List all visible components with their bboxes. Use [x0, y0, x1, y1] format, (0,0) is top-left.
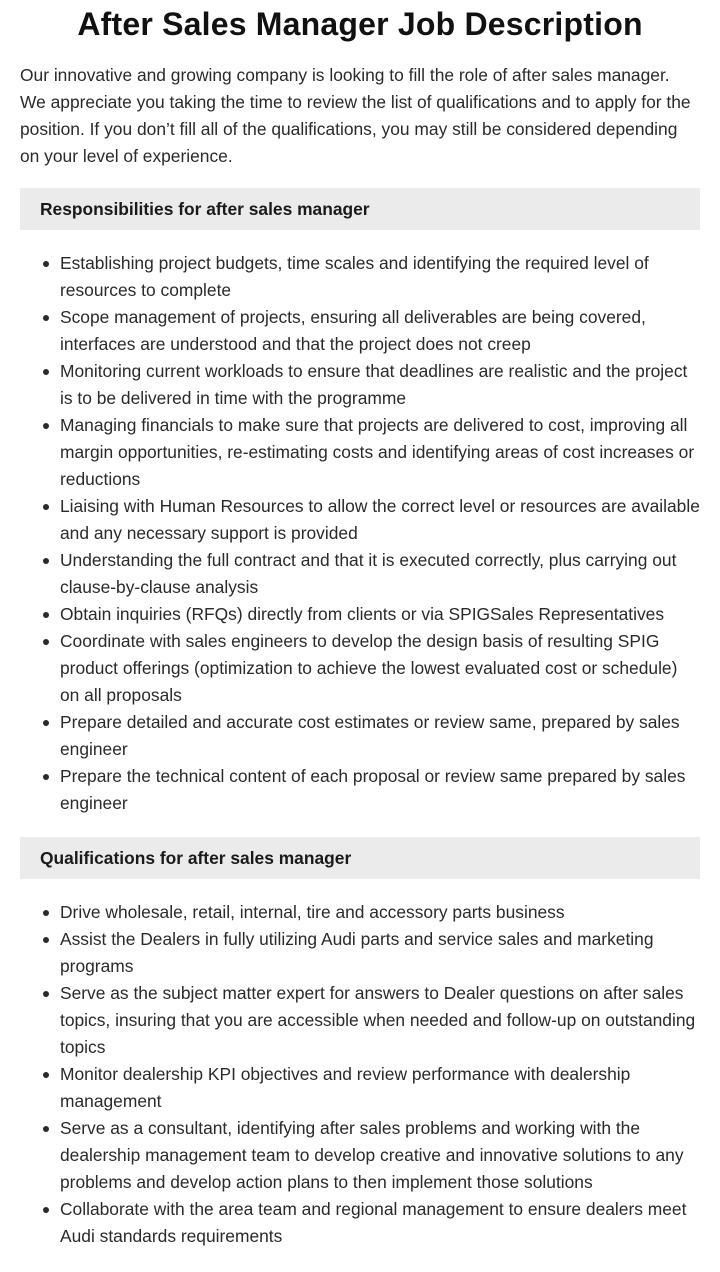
responsibilities-list: [20, 250, 700, 817]
responsibility-item: Scope management of projects, ensuring all deliverables are being covered, interfaces are understood and that the project does not creep: [60, 304, 700, 358]
qualification-item: Assist the Dealers in fully utilizing Audi parts and service sales and marketing programs: [60, 926, 700, 980]
qualification-item: Serve as a consultant, identifying after sales problems and working with the dealership management team to develop creative and innovative solutions to any problems and develop action plans to then implement those solutions: [60, 1115, 700, 1196]
responsibility-item: Monitoring current workloads to ensure that deadlines are realistic and the project is to be delivered in time with the programme: [60, 358, 700, 412]
intro-paragraph: Our innovative and growing company is looking to fill the role of after sales manager. We appreciate you taking the time to review the list of qualifications and to apply for the position. If you don’t fill all of the qualifications, you may still be considered depending on your level of experience.: [20, 65, 691, 166]
responsibility-item: Obtain inquiries (RFQs) directly from clients or via SPIGSales Representatives: [60, 601, 700, 628]
responsibility-item: Managing financials to make sure that projects are delivered to cost, improving all margin opportunities, re-estimating costs and identifying areas of cost increases or reductions: [60, 412, 700, 493]
responsibility-item: Establishing project budgets, time scales and identifying the required level of resources to complete: [60, 250, 700, 304]
page-title: After Sales Manager Job Description: [77, 6, 643, 42]
qualifications-header: Qualifications for after sales manager: [20, 837, 700, 879]
qualifications-list: [20, 899, 700, 1250]
responsibility-item: Prepare the technical content of each proposal or review same prepared by sales engineer: [60, 763, 700, 817]
responsibility-item: Understanding the full contract and that it is executed correctly, plus carrying out clause-by-clause analysis: [60, 547, 700, 601]
qualification-item: Drive wholesale, retail, internal, tire and accessory parts business: [60, 899, 700, 926]
responsibility-item: Coordinate with sales engineers to develop the design basis of resulting SPIG product offerings (optimization to achieve the lowest evaluated cost or schedule) on all proposals: [60, 628, 700, 709]
qualification-item: Monitor dealership KPI objectives and review performance with dealership management: [60, 1061, 700, 1115]
qualification-item: Collaborate with the area team and regional management to ensure dealers meet Audi standards requirements: [60, 1196, 700, 1250]
responsibilities-header: Responsibilities for after sales manager: [20, 188, 700, 230]
qualification-item: Serve as the subject matter expert for answers to Dealer questions on after sales topics, insuring that you are accessible when needed and follow-up on outstanding topics: [60, 980, 700, 1061]
responsibility-item: Liaising with Human Resources to allow the correct level or resources are available and any necessary support is provided: [60, 493, 700, 547]
responsibility-item: Prepare detailed and accurate cost estimates or review same, prepared by sales engineer: [60, 709, 700, 763]
